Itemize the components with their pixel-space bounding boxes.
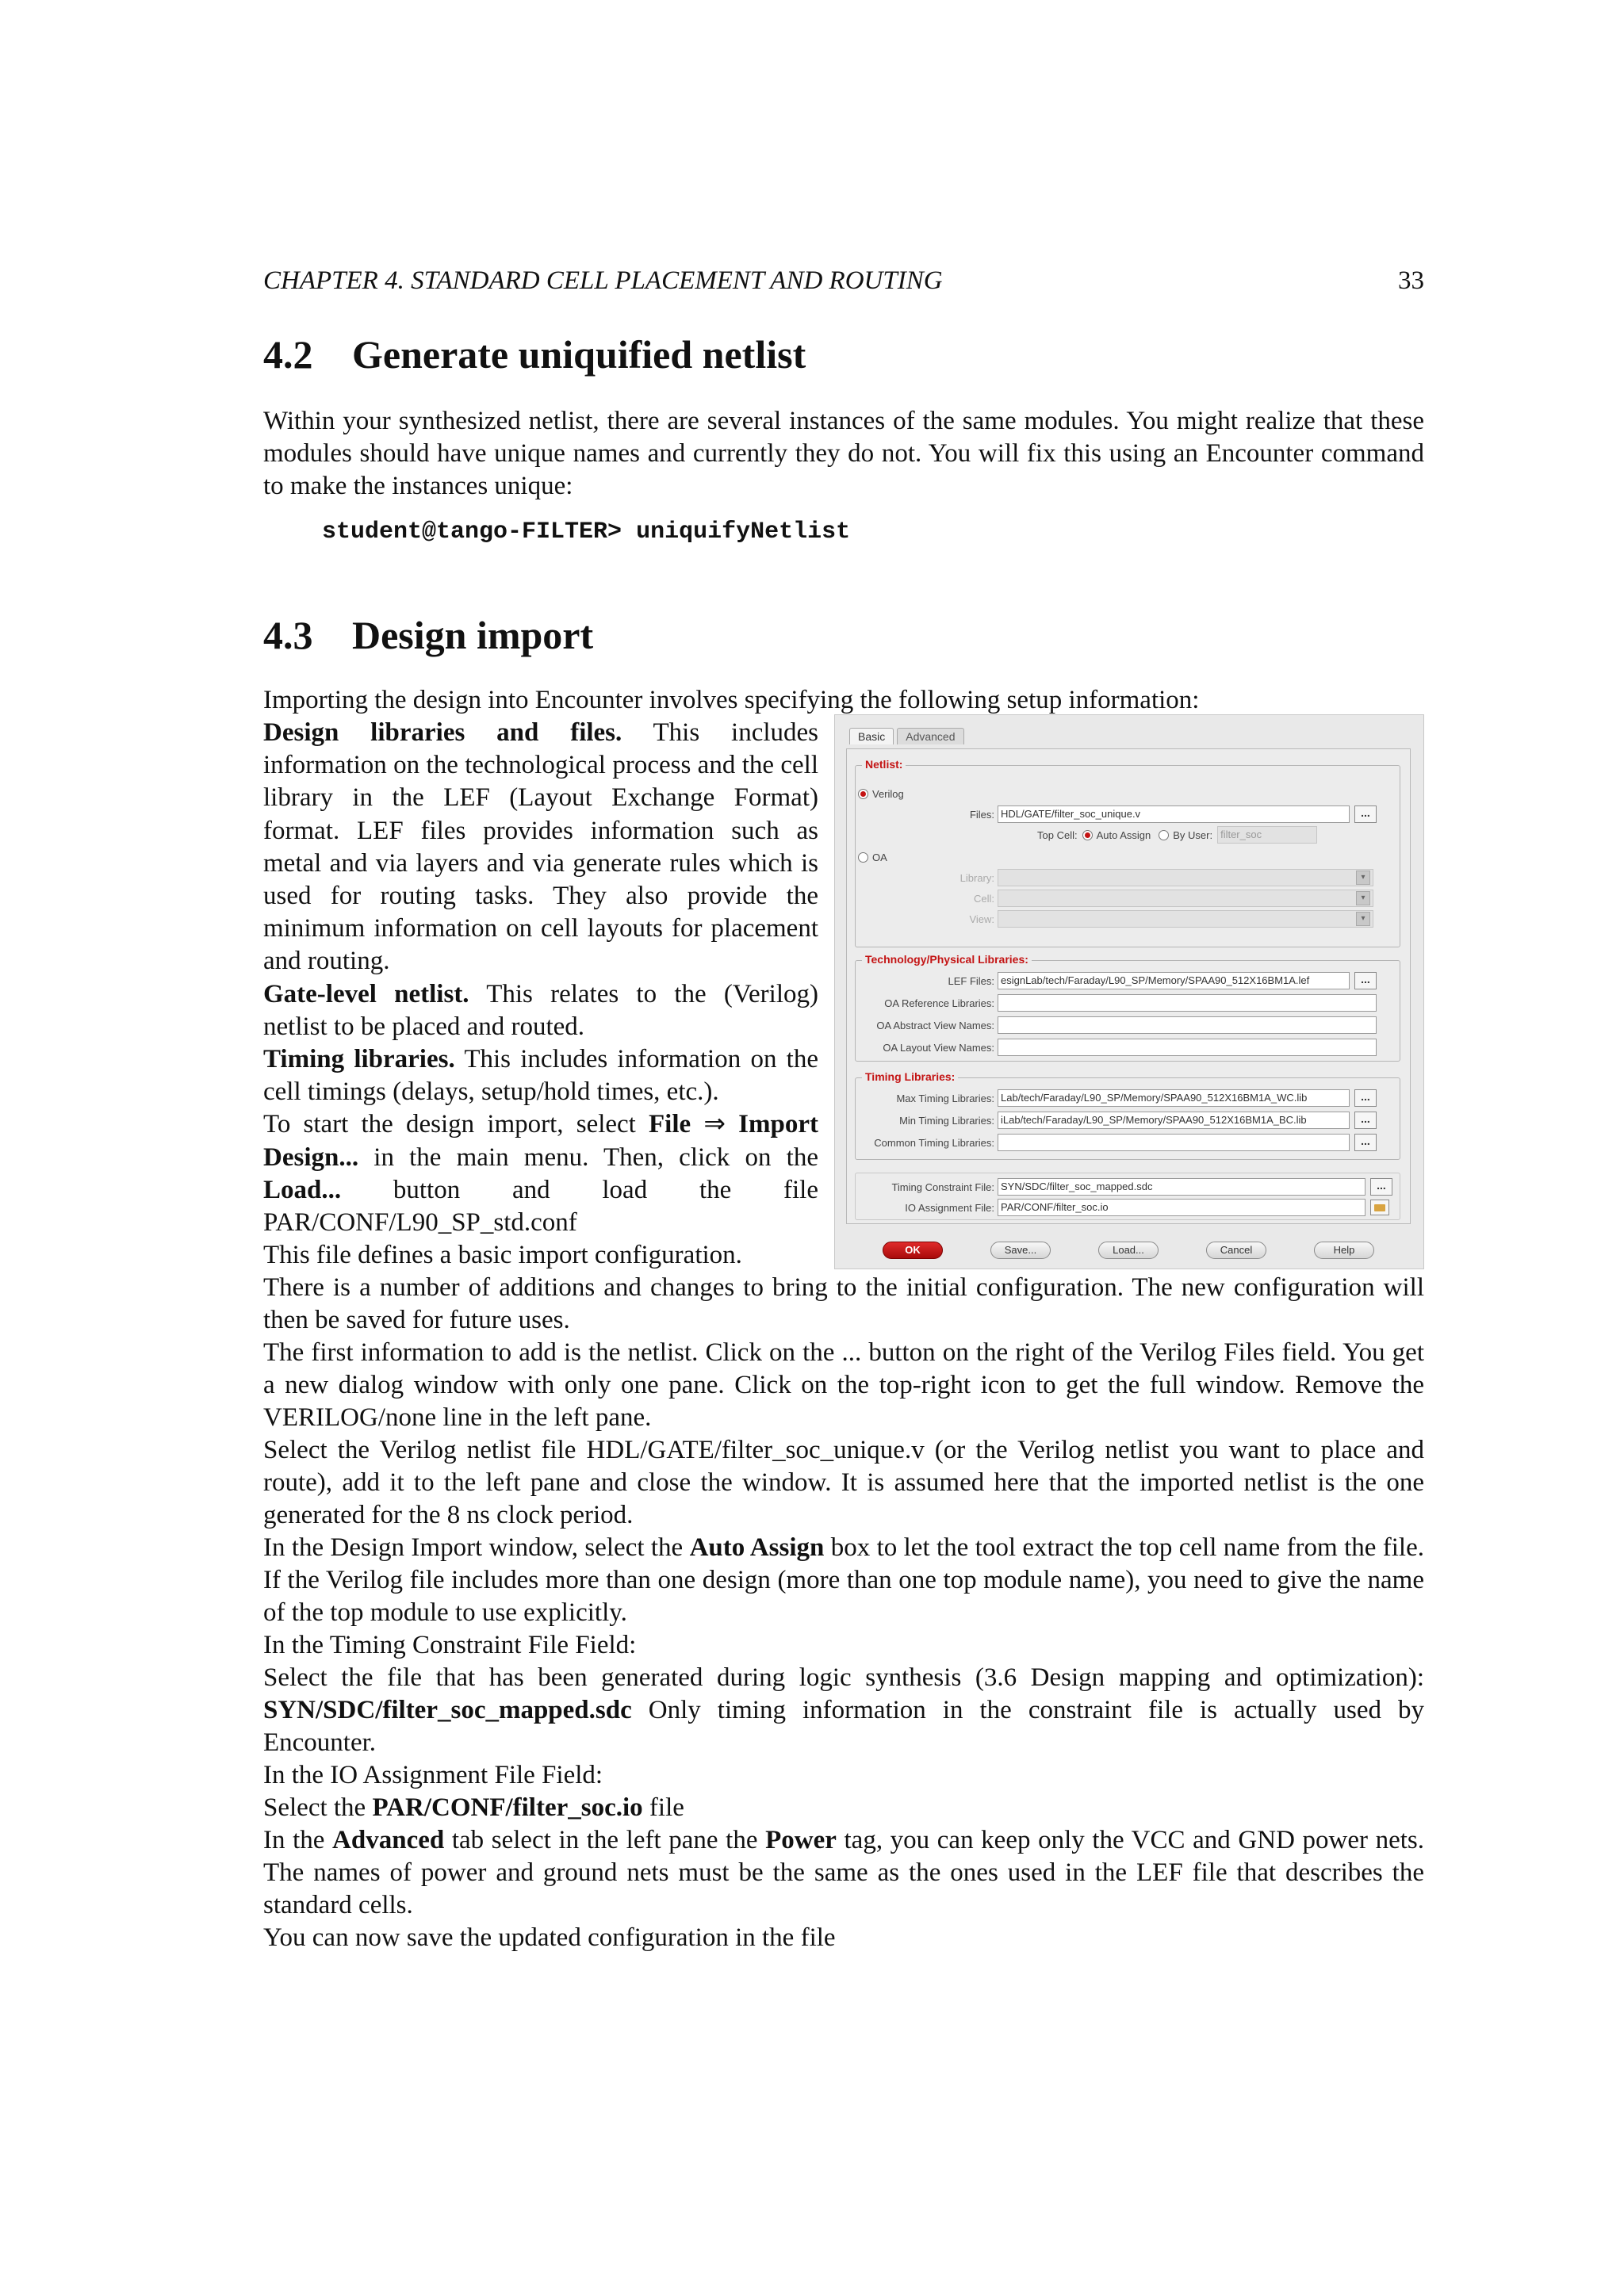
section-title: Design import (352, 613, 594, 657)
cancel-button[interactable]: Cancel (1206, 1242, 1266, 1259)
dialog-buttons (883, 1242, 1374, 1259)
additions-paragraph: There is a number of additions and changes to bring to the initial configuration. The new configuration will then be saved for future uses. (263, 1273, 1424, 1334)
oa-label: OA (872, 851, 887, 863)
basic-config-paragraph: This file defines a basic import configuration. (263, 1241, 742, 1270)
page-number: 33 (1398, 266, 1424, 295)
section-4-2-paragraph: Within your synthesized netlist, there are several instances of the same modules. You might realize that these modules should have unique names and currently they do not. You will fix this using an Encounter command to make the instances unique: (263, 407, 1424, 500)
command-line: student@tango-FILTER> uniquifyNetlist (322, 519, 851, 545)
tab-advanced[interactable]: Advanced (897, 728, 963, 744)
oa-abstract-label: OA Abstract View Names: (876, 1019, 994, 1031)
section-heading-4-3 (263, 612, 593, 658)
lef-files-row (858, 971, 1377, 990)
verilog-radio[interactable] (858, 789, 868, 799)
select-verilog-paragraph: Select the Verilog netlist file HDL/GATE/filter_soc_unique.v (or the Verilog netlist you want to place and route), add it to the left pane and close the window. It is assumed here that the imported netlist is the one generated for the 8 ns clock period. (263, 1436, 1424, 1529)
section-number: 4.2 (263, 332, 313, 377)
timing-constraint-browse-button[interactable]: ... (1370, 1178, 1392, 1196)
body-text-after-figure (263, 1272, 1424, 1954)
save-config-paragraph: You can now save the updated configuration in the file (263, 1923, 836, 1952)
view-row (894, 909, 1370, 928)
verilog-label: Verilog (872, 787, 904, 800)
verilog-files-browse-button[interactable]: ... (1354, 806, 1377, 823)
min-timing-label: Min Timing Libraries: (899, 1114, 994, 1127)
common-timing-field[interactable] (998, 1134, 1350, 1151)
min-timing-row (858, 1111, 1377, 1130)
start-import-paragraph: To start the design import, select File ⇒ Import Design... in the main menu. Then, click on the Load... button and load the file PAR/CONF/L90_SP_std.conf (263, 1110, 818, 1238)
design-libraries-paragraph: Design libraries and files. This includes information on the technological process and the cell library in the LEF (Layout Exchange Format) format. LEF files provides information such as metal and via layers and via generate rules which is used for routing tasks. They also provide the minimum information on cell layouts for placement and routing. (263, 718, 819, 976)
oa-layout-row (858, 1038, 1377, 1057)
first-info-paragraph: The first information to add is the netlist. Click on the ... button on the right of the Verilog Files field. You get a new dialog window with only one pane. Click on the top-right icon to get the full window. Remove the VERILOG/none line in the left pane. (263, 1338, 1424, 1432)
cell-dropdown[interactable] (998, 890, 1373, 907)
help-button[interactable]: Help (1314, 1242, 1374, 1259)
view-label: View: (969, 913, 994, 925)
max-timing-row (858, 1089, 1377, 1108)
library-row (894, 868, 1370, 887)
max-timing-browse-button[interactable]: ... (1354, 1089, 1377, 1107)
lef-files-field[interactable]: esignLab/tech/Faraday/L90_SP/Memory/SPAA90_512X16BM1A.lef (998, 972, 1350, 989)
ok-button[interactable]: OK (883, 1242, 943, 1259)
io-assignment-field[interactable]: PAR/CONF/filter_soc.io (998, 1199, 1365, 1216)
timing-libraries-title: Timing Libraries: (862, 1070, 958, 1083)
oa-layout-label: OA Layout View Names: (883, 1041, 994, 1054)
section-title: Generate uniquified netlist (352, 332, 806, 377)
gate-netlist-paragraph: Gate-level netlist. This relates to the (Verilog) netlist to be placed and routed. (263, 979, 818, 1041)
oa-ref-label: OA Reference Libraries: (884, 997, 994, 1009)
lef-files-browse-button[interactable]: ... (1354, 972, 1377, 989)
top-cell-label: Top Cell: (1037, 828, 1078, 841)
design-import-dialog (834, 714, 1424, 1269)
tab-basic[interactable]: Basic (849, 728, 894, 744)
verilog-files-field[interactable]: HDL/GATE/filter_soc_unique.v (998, 806, 1350, 823)
files-label: Files: (969, 808, 994, 821)
oa-layout-field[interactable] (998, 1039, 1377, 1056)
dialog-tabs (849, 728, 964, 744)
dropdown-arrow-icon[interactable]: ▾ (1356, 891, 1370, 905)
auto-assign-paragraph: In the Design Import window, select the Auto Assign box to let the tool extract the top cell name from the file. If the Verilog file includes more than one design (more than one top module name), you need to give the name of the top module to use explicitly. (263, 1533, 1424, 1627)
lef-files-label: LEF Files: (948, 974, 994, 987)
oa-abstract-field[interactable] (998, 1016, 1377, 1034)
select-io-paragraph: Select the PAR/CONF/filter_soc.io file (263, 1793, 684, 1822)
library-dropdown[interactable] (998, 869, 1373, 886)
basic-pane (846, 748, 1411, 1224)
io-field-paragraph: In the IO Assignment File Field: (263, 1761, 603, 1789)
cell-row (894, 889, 1370, 908)
load-button[interactable]: Load... (1098, 1242, 1159, 1259)
by-user-label: By User: (1173, 828, 1213, 841)
files-row (894, 805, 1377, 824)
io-assignment-row (858, 1198, 1389, 1217)
io-assignment-label: IO Assignment File: (905, 1201, 994, 1214)
select-sdc-paragraph: Select the file that has been generated during logic synthesis (3.6 Design mapping and optimization): SYN/SDC/filter_soc_mapped.sdc Only timing information in the constraint file is actually used by Encounter. (263, 1663, 1424, 1757)
oa-ref-row (858, 993, 1377, 1012)
tech-libraries-title: Technology/Physical Libraries: (862, 953, 1032, 966)
section-heading-4-2 (263, 331, 806, 377)
save-button[interactable]: Save... (990, 1242, 1051, 1259)
common-timing-row (858, 1133, 1377, 1152)
library-label: Library: (959, 871, 994, 884)
oa-radio-row[interactable] (858, 848, 887, 867)
netlist-group-title: Netlist: (862, 758, 906, 771)
wrapped-text-column (263, 717, 818, 1272)
timing-constraint-field[interactable]: SYN/SDC/filter_soc_mapped.sdc (998, 1178, 1365, 1196)
verilog-radio-row[interactable] (858, 784, 904, 803)
auto-assign-label: Auto Assign (1096, 828, 1151, 841)
min-timing-field[interactable]: iLab/tech/Faraday/L90_SP/Memory/SPAA90_512X16BM1A_BC.lib (998, 1112, 1350, 1129)
view-dropdown[interactable] (998, 910, 1373, 928)
section-4-3-intro: Importing the design into Encounter involves specifying the following setup information: (263, 686, 1200, 714)
section-number: 4.3 (263, 613, 313, 657)
timing-libraries-paragraph: Timing libraries. This includes information on the cell timings (delays, setup/hold times, etc.). (263, 1045, 818, 1107)
common-timing-browse-button[interactable]: ... (1354, 1134, 1377, 1151)
min-timing-browse-button[interactable]: ... (1354, 1112, 1377, 1129)
dropdown-arrow-icon[interactable]: ▾ (1356, 912, 1370, 926)
advanced-tab-paragraph: In the Advanced tab select in the left pane the Power tag, you can keep only the VCC and GND power nets. The names of power and ground nets must be the same as the ones used in the LEF file that describes the standard cells. (263, 1826, 1424, 1919)
running-head (263, 266, 1424, 296)
max-timing-label: Max Timing Libraries: (896, 1092, 994, 1104)
timing-field-paragraph: In the Timing Constraint File Field: (263, 1631, 637, 1659)
by-user-radio[interactable] (1159, 830, 1169, 840)
oa-ref-field[interactable] (998, 994, 1377, 1012)
by-user-field[interactable]: filter_soc (1217, 826, 1317, 844)
top-cell-row (1037, 825, 1317, 844)
timing-constraint-label: Timing Constraint File: (891, 1181, 994, 1193)
auto-assign-radio[interactable] (1082, 830, 1093, 840)
chapter-title: CHAPTER 4. STANDARD CELL PLACEMENT AND ROUTING (263, 266, 943, 295)
dropdown-arrow-icon[interactable]: ▾ (1356, 871, 1370, 885)
max-timing-field[interactable]: Lab/tech/Faraday/L90_SP/Memory/SPAA90_512X16BM1A_WC.lib (998, 1089, 1350, 1107)
oa-abstract-row (858, 1016, 1377, 1035)
cell-label: Cell: (973, 892, 994, 905)
oa-radio[interactable] (858, 852, 868, 863)
common-timing-label: Common Timing Libraries: (874, 1136, 994, 1149)
folder-icon[interactable] (1370, 1200, 1389, 1215)
timing-constraint-row (858, 1177, 1392, 1196)
